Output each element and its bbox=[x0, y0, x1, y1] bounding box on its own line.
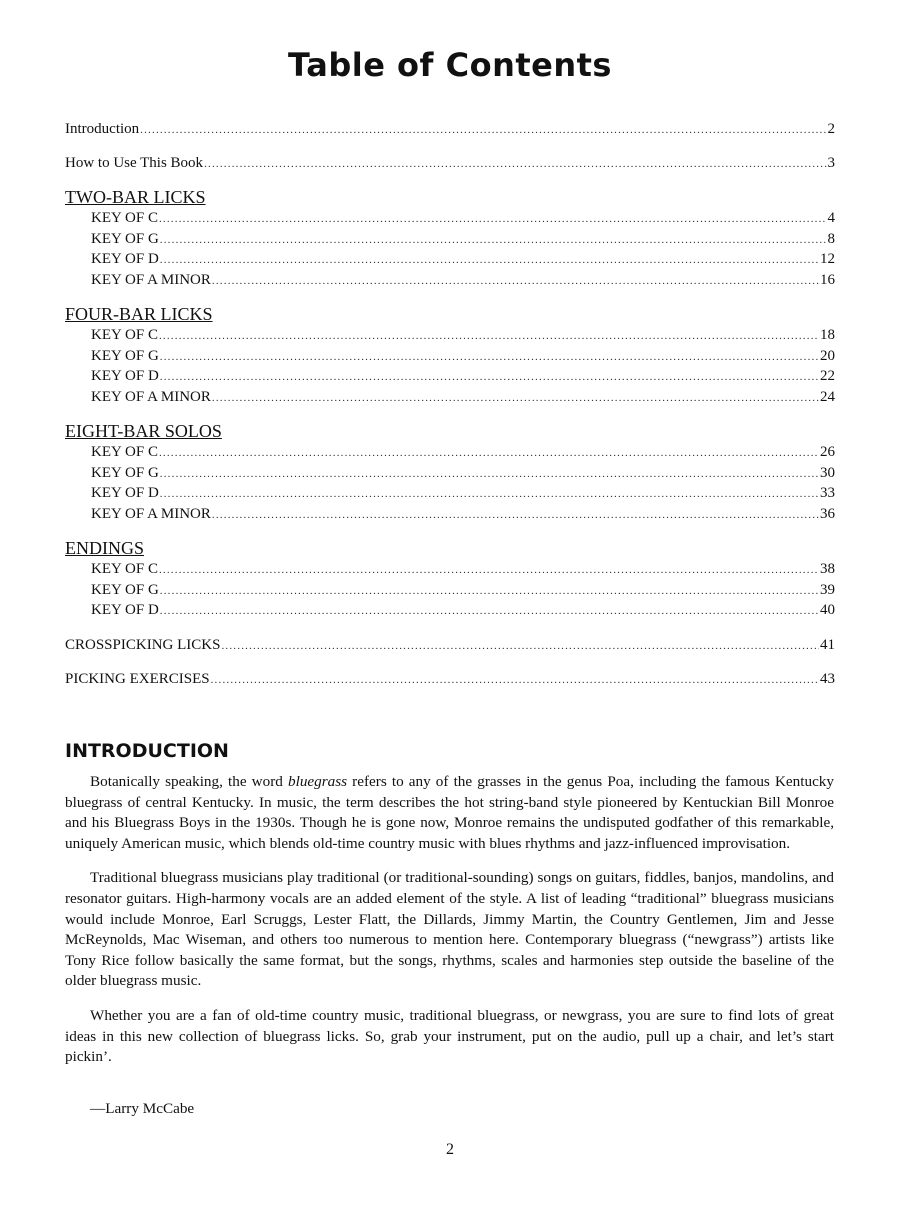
toc-entry-label: KEY OF A MINOR bbox=[91, 388, 211, 405]
toc-entry-label: KEY OF C bbox=[91, 210, 158, 226]
toc-entry bbox=[65, 600, 835, 621]
toc-entry bbox=[65, 270, 835, 291]
intro-text: Botanically speaking, the word bbox=[90, 773, 288, 790]
table-of-contents bbox=[65, 118, 835, 702]
toc-leader-dots bbox=[160, 367, 819, 388]
toc-entry-label: KEY OF G bbox=[91, 464, 159, 481]
introduction-body bbox=[65, 772, 834, 1082]
toc-leader-dots bbox=[160, 484, 819, 505]
toc-entry-page: 38 bbox=[820, 561, 835, 577]
toc-entry bbox=[65, 249, 835, 270]
intro-text: refers to any of the grasses in the genus Poa, including the famous Kentucky bluegrass of central Kentucky. In music, the term describes the hot string-band style pioneered by Kentuckian Bill Monroe and his Bluegrass Boys in the 1930s. Though he is gone now, Monroe remains the undisputed godfather of this remarkable, uniquely American music, which blends old-time country music with blues rhythms and jazz-influenced improvisation. bbox=[65, 773, 834, 852]
toc-leader-dots bbox=[212, 271, 819, 292]
toc-leader-dots bbox=[159, 443, 819, 464]
toc-entry-label: KEY OF G bbox=[91, 347, 159, 364]
toc-entry-label: KEY OF D bbox=[91, 251, 159, 267]
toc-entry-label: KEY OF C bbox=[91, 444, 158, 460]
intro-paragraph: Traditional bluegrass musicians play traditional (or traditional-sounding) songs on guitars, fiddles, banjos, mandolins, and resonator guitars. High-harmony vocals are an added element of the style. A list of leading “traditional” bluegrass musicians would include Monroe, Earl Scruggs, Lester Flatt, the Dillards, Jimmy Martin, the Country Gentlemen, Jim and Jesse McReynolds, Mac Wiseman, and others too numerous to mention here. Contemporary bluegrass (“newgrass”) artists like Tony Rice follow basically the same format, but the songs, rhythms, scales and harmonies step outside the baseline of the older bluegrass music. bbox=[65, 869, 834, 990]
toc-entry-label: KEY OF G bbox=[91, 230, 159, 247]
toc-entry-page: 12 bbox=[820, 251, 835, 267]
toc-entry bbox=[65, 483, 835, 504]
toc-entry-page: 16 bbox=[820, 271, 835, 288]
toc-leader-dots bbox=[212, 505, 819, 526]
toc-leader-dots bbox=[221, 635, 819, 657]
toc-leader-dots bbox=[160, 601, 819, 622]
page-number: 2 bbox=[446, 1141, 454, 1158]
toc-entry bbox=[65, 118, 835, 152]
toc-entry bbox=[65, 559, 835, 580]
toc-entry bbox=[65, 229, 835, 250]
toc-leader-dots bbox=[160, 230, 827, 251]
toc-leader-dots bbox=[204, 153, 826, 175]
toc-section-heading: TWO-BAR LICKS bbox=[65, 187, 206, 207]
toc-entry bbox=[65, 463, 835, 484]
toc-entry bbox=[65, 366, 835, 387]
toc-section bbox=[65, 186, 835, 290]
introduction-heading: INTRODUCTION bbox=[65, 740, 229, 762]
toc-entry-page: 36 bbox=[820, 505, 835, 522]
toc-entry-label: KEY OF A MINOR bbox=[91, 271, 211, 288]
toc-entry-label: How to Use This Book bbox=[65, 155, 204, 171]
author-signature: —Larry McCabe bbox=[90, 1100, 195, 1117]
toc-entry bbox=[65, 208, 835, 229]
toc-leader-dots bbox=[159, 209, 827, 230]
toc-entry bbox=[65, 152, 835, 186]
toc-entry-page: 30 bbox=[820, 464, 835, 481]
toc-leader-dots bbox=[160, 581, 819, 602]
toc-entry bbox=[65, 634, 835, 668]
toc-entry-label: KEY OF D bbox=[91, 485, 159, 501]
toc-entry-page: 40 bbox=[820, 602, 835, 618]
toc-entry-page: 3 bbox=[827, 155, 835, 171]
toc-leader-dots bbox=[159, 326, 819, 347]
toc-leader-dots bbox=[159, 560, 819, 581]
toc-entry-label: KEY OF D bbox=[91, 602, 159, 618]
toc-section bbox=[65, 303, 835, 407]
toc-entry-label: KEY OF C bbox=[91, 327, 158, 343]
toc-entry-label: KEY OF C bbox=[91, 561, 158, 577]
toc-section bbox=[65, 420, 835, 524]
toc-entry bbox=[65, 668, 835, 702]
toc-leader-dots bbox=[160, 347, 819, 368]
toc-leader-dots bbox=[140, 119, 826, 141]
toc-entry-page: 8 bbox=[827, 230, 835, 247]
toc-entry bbox=[65, 387, 835, 408]
toc-entry-page: 2 bbox=[827, 121, 835, 137]
toc-entry-label: PICKING EXERCISES bbox=[65, 670, 210, 687]
toc-entry bbox=[65, 504, 835, 525]
toc-entry-page: 39 bbox=[820, 581, 835, 598]
toc-entry-page: 4 bbox=[827, 210, 835, 226]
page-title: Table of Contents bbox=[288, 46, 612, 84]
toc-entry-page: 18 bbox=[820, 327, 835, 343]
toc-entry-page: 43 bbox=[820, 670, 835, 687]
intro-paragraph: Whether you are a fan of old-time country music, traditional bluegrass, or newgrass, you are sure to find lots of great ideas in this new collection of bluegrass licks. So, grab your instrument, put on the audio, pull up a chair, and let’s start pickin’. bbox=[65, 1006, 834, 1066]
toc-entry-page: 41 bbox=[820, 636, 835, 653]
toc-leader-dots bbox=[160, 464, 819, 485]
toc-section-heading: ENDINGS bbox=[65, 538, 144, 558]
toc-entry-page: 26 bbox=[820, 444, 835, 460]
toc-entry-label: KEY OF G bbox=[91, 581, 159, 598]
toc-entry-label: CROSSPICKING LICKS bbox=[65, 636, 221, 653]
toc-section-heading: FOUR-BAR LICKS bbox=[65, 304, 213, 324]
toc-section-heading: EIGHT-BAR SOLOS bbox=[65, 421, 222, 441]
intro-italic-term: bluegrass bbox=[288, 773, 348, 790]
toc-leader-dots bbox=[211, 669, 819, 691]
toc-entry-page: 20 bbox=[820, 347, 835, 364]
toc-entry-label: KEY OF D bbox=[91, 368, 159, 384]
toc-entry-label: Introduction bbox=[65, 121, 140, 137]
toc-entry bbox=[65, 442, 835, 463]
toc-entry-page: 24 bbox=[820, 388, 835, 405]
intro-paragraph bbox=[65, 772, 834, 854]
toc-entry bbox=[65, 580, 835, 601]
toc-entry bbox=[65, 346, 835, 367]
toc-entry-page: 22 bbox=[820, 368, 835, 384]
toc-entry bbox=[65, 325, 835, 346]
toc-entry-page: 33 bbox=[820, 485, 835, 501]
toc-leader-dots bbox=[212, 388, 819, 409]
toc-entry-label: KEY OF A MINOR bbox=[91, 505, 211, 522]
toc-section bbox=[65, 537, 835, 621]
toc-leader-dots bbox=[160, 250, 819, 271]
